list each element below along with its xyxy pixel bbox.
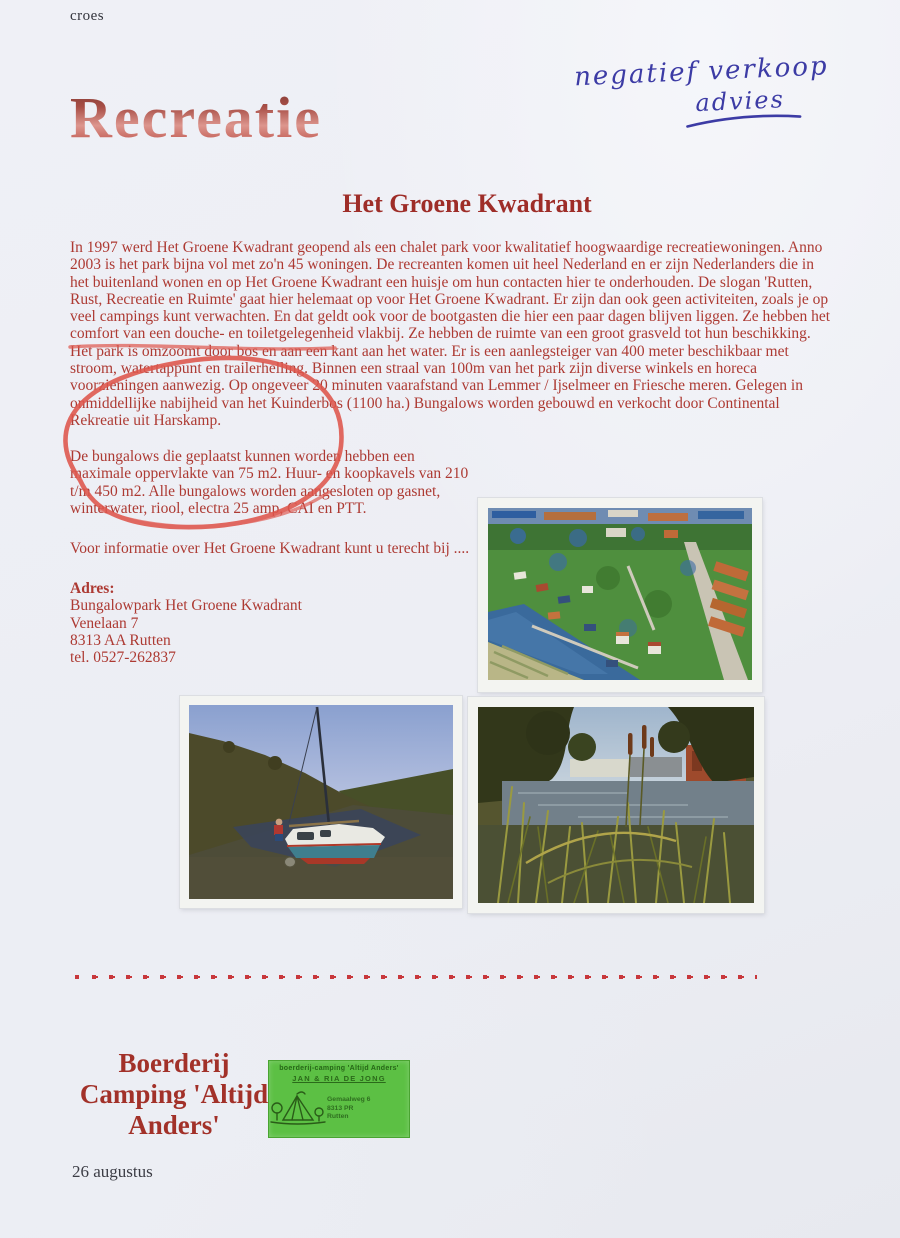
sticker-header: boerderij-camping 'Altijd Anders' <box>279 1065 399 1072</box>
sticker-address-line: 8313 PR <box>327 1104 354 1112</box>
date-note: 26 augustus <box>72 1162 153 1181</box>
aerial-photo <box>478 498 762 692</box>
magazine-masthead: Recreatie <box>70 85 322 150</box>
article-paragraph-2: De bungalows die geplaatst kunnen worden hebben een maximale oppervlakte van 75 m2. Huur- en koopkavels van 210 t/m 450 m2. Alle bungalows worden aangesloten op gasnet, winterwater, riool, electra 25 amp, CAI en PTT. <box>70 448 469 517</box>
address-block <box>70 580 390 666</box>
camping-sticker <box>268 1060 410 1138</box>
address-line: Bungalowpark Het Groene Kwadrant <box>70 597 302 615</box>
address-line: Venelaan 7 <box>70 614 139 632</box>
sticker-address-line: Rutten <box>327 1113 349 1120</box>
tent-drawing-icon <box>269 1086 327 1128</box>
sticker-address <box>327 1086 370 1128</box>
info-line: Voor informatie over Het Groene Kwadrant kunt u terecht bij .... <box>70 540 470 557</box>
camping-title-line: Boerderij <box>118 1048 230 1078</box>
sticker-owners: JAN & RIA DE JONG <box>292 1074 386 1083</box>
camping-title-line: Anders' <box>128 1110 220 1140</box>
address-line: tel. 0527-262837 <box>70 649 176 667</box>
address-label: Adres: <box>70 580 115 597</box>
address-line: 8313 AA Rutten <box>70 631 171 649</box>
reeds-photo <box>468 697 764 913</box>
camping-title-line: Camping 'Altijd <box>79 1079 269 1109</box>
corner-note: croes <box>70 8 105 24</box>
article-paragraph-1: In 1997 werd Het Groene Kwadrant geopend als een chalet park voor kwalitatief hoogwaardige recreatiewoningen. Anno 2003 is het park bijna vol met zo'n 45 woningen. De recreanten komen uit heel Nederland en er zijn Nederlanders die in het buitenland wonen en op Het Groene Kwadrant een huisje om hun contacten hier te onderhouden. De slogan 'Rutten, Rust, Recreatie en Ruimte' gaat hier helemaat op voor Het Groene Kwadrant. Er zijn dan ook geen activiteiten, zoals je op veel campings kunt verwachten. En dat geldt ook voor de bootgasten die hier een paar dagen blijven liggen. Ze hebben het comfort van een douche- en toiletgelegenheid vlakbij. Ze hebben de ruimte van een groot grasveld tot hun beschikking. Het park is omzoomt door bos en aan een kant aan het water. Er is een aanlegsteiger van 400 meter beschikbaar met stroom, watertappunt en trailerhelling. Binnen een straal van 100m van het park zijn diverse winkels en horeca voorzieningen aanwezig. Op ongeveer 20 minuten vaarafstand van Lemmer / Ijselmeer en Friesche meren. Gelegen in onmiddellijke nabijheid van het Kuinderbos (1100 ha.) Bungalows worden gebouwd en verkocht door Continental Rekreatie uit Harskamp. <box>70 239 831 429</box>
handwriting-line2: advies <box>694 85 786 118</box>
article-title: Het Groene Kwadrant <box>342 189 592 218</box>
sailboat-photo <box>180 696 462 908</box>
dashed-separator <box>75 974 757 980</box>
sticker-address-line: Gemaalweg 6 <box>327 1096 371 1103</box>
handwritten-annotation <box>574 50 867 135</box>
handwriting-line1: negatief verkoop <box>573 51 830 93</box>
camping-title <box>66 1048 282 1141</box>
